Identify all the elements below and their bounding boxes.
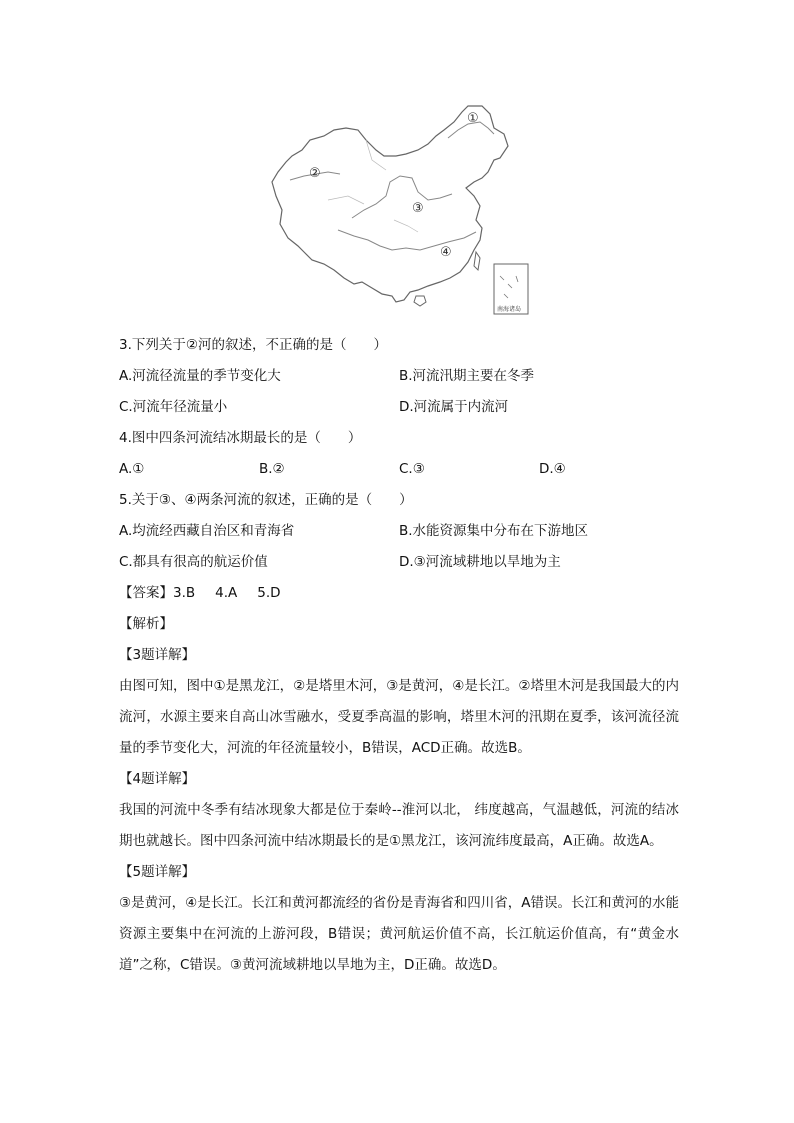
q5-options-row1 [119,516,679,547]
question-content [119,330,679,981]
label-river-4: ④ [440,245,452,260]
q4-option-b: B.② [259,461,285,477]
taiwan-island [474,252,480,270]
q3-options-row2 [119,392,679,423]
answer-label: 【答案】 [119,585,173,601]
river-huanghe [352,176,452,218]
q5-stem: 5.关于③、④两条河流的叙述，正确的是（ ） [119,492,413,508]
q5-option-c: C.都具有很高的航运价值 [119,554,268,570]
detail-5-text: ③是黄河，④是长江。长江和黄河都流经的省份是青海省和四川省，A错误。长江和黄河的水能资源主要集中在河流的上游河段，B错误；黄河航运价值不高，长江航运价值高，有“黄金水道”之称，C错误。③黄河流域耕地以旱地为主，D正确。故选D。 [119,895,679,973]
q5-option-d: D.③河流域耕地以旱地为主 [399,554,561,570]
label-river-2: ② [309,166,321,181]
answer-5: 5.D [257,585,281,601]
detail-5-label: 【5题详解】 [119,864,196,880]
q3-option-c: C.河流年径流量小 [119,399,228,415]
label-river-3: ③ [412,201,424,216]
hainan-island [414,296,426,306]
analysis-label: 【解析】 [119,616,173,632]
q4-options [119,454,679,485]
inset-label: 南海诸岛 [497,306,522,313]
river-changjiang [338,230,476,250]
q4-option-d: D.④ [539,461,566,477]
q4-option-c: C.③ [399,461,425,477]
q3-options-row1 [119,361,679,392]
q4-stem: 4.图中四条河流结冰期最长的是（ ） [119,430,362,446]
answer-line [119,578,679,609]
q3-option-a: A.河流径流量的季节变化大 [119,368,281,384]
label-river-1: ① [467,111,479,126]
q5-option-a: A.均流经西藏自治区和青海省 [119,523,295,539]
detail-3-text: 由图可知，图中①是黑龙江，②是塔里木河，③是黄河，④是长江。②塔里木河是我国最大的内流河，水源主要来自高山冰雪融水，受夏季高温的影响，塔里木河的汛期在夏季，该河流径流量的季节变化大，河流的年径流量较小，B错误，ACD正确。故选B。 [119,678,680,756]
q4-option-a: A.① [119,461,145,477]
detail-4-label: 【4题详解】 [119,771,196,787]
q3-option-d: D.河流属于内流河 [399,399,509,415]
china-river-map [268,100,530,318]
answer-4: 4.A [215,585,238,601]
detail-4-text: 我国的河流中冬季有结冰现象大都是位于秦岭--淮河以北， 纬度越高，气温越低，河流的结冰期也就越长。图中四条河流中结冰期最长的是①黑龙江，该河流纬度最高，A正确。故选A。 [119,802,679,849]
china-outline-map [268,100,530,318]
china-border [272,106,508,302]
q3-option-b: B.河流汛期主要在冬季 [399,368,535,384]
q5-option-b: B.水能资源集中分布在下游地区 [399,523,589,539]
q5-options-row2 [119,547,679,578]
answer-3: 3.B [173,585,196,601]
detail-3-label: 【3题详解】 [119,647,196,663]
q3-stem: 3.下列关于②河的叙述，不正确的是（ ） [119,337,387,353]
